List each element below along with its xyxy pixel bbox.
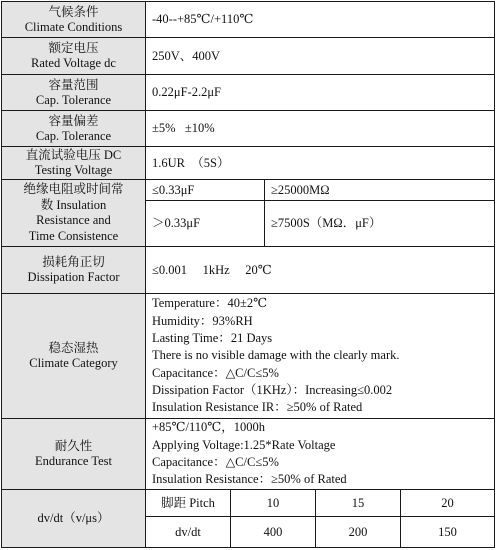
testing-voltage-label-zh: 直流试验电压 DC bbox=[25, 148, 122, 162]
climate-category-insulation: Insulation Resistance IR：≥50% of Rated bbox=[152, 400, 363, 415]
rated-voltage-label bbox=[1, 37, 146, 75]
insulation-label-line-2: 数 Insulation bbox=[40, 197, 107, 212]
insulation-small-cap-resistance: ≥25000MΩ bbox=[264, 179, 495, 201]
dvdt-pitch-header: 脚距 Pitch bbox=[145, 489, 231, 517]
climate-category-lasting-time: Lasting Time：21 Days bbox=[152, 331, 273, 346]
endurance-label-en: Endurance Test bbox=[35, 454, 112, 468]
rated-voltage-value: 250V、400V bbox=[145, 37, 495, 75]
testing-voltage-label bbox=[1, 146, 146, 180]
climate-category-temperature: Temperature：40±2℃ bbox=[152, 296, 268, 311]
dvdt-row-label: dv/dt bbox=[145, 516, 231, 548]
cap-tolerance-label-zh: 容量偏差 bbox=[48, 113, 99, 128]
rated-voltage-label-en: Rated Voltage dc bbox=[31, 56, 116, 70]
cap-range-value: 0.22μF-2.2μF bbox=[145, 74, 495, 111]
cap-tolerance-value: ±5% ±10% bbox=[145, 110, 495, 147]
dissipation-label bbox=[1, 246, 146, 294]
climate-category-label-en: Climate Category bbox=[29, 356, 118, 370]
climate-category-details bbox=[145, 293, 495, 419]
dvdt-pitch-10: 10 bbox=[230, 489, 316, 517]
insulation-label-line-1: 绝缘电阻或时间常 bbox=[23, 182, 124, 196]
insulation-label bbox=[1, 179, 146, 247]
dvdt-label: dv/dt（v/μs） bbox=[1, 489, 146, 548]
dissipation-label-en: Dissipation Factor bbox=[27, 270, 120, 284]
dissipation-label-zh: 损耗角正切 bbox=[42, 255, 105, 269]
endurance-label bbox=[1, 418, 146, 490]
insulation-large-cap-constant: ≥7500S（MΩ．μF） bbox=[264, 200, 495, 247]
endurance-insulation: Insulation Resistance：≥50% of Rated bbox=[152, 472, 347, 487]
cap-tolerance-label-en: Cap. Tolerance bbox=[35, 128, 112, 143]
cap-range-label-zh: 容量范围 bbox=[48, 77, 99, 92]
climate-category-label-zh: 稳态湿热 bbox=[48, 341, 99, 355]
rated-voltage-label-zh: 额定电压 bbox=[48, 41, 99, 55]
endurance-label-zh: 耐久性 bbox=[54, 439, 93, 453]
insulation-label-line-4: Time Consistence bbox=[28, 228, 119, 243]
endurance-conditions: +85℃/110℃，1000h bbox=[152, 420, 266, 435]
climate-category-capacitance: Capacitance：△C/C≤5% bbox=[152, 365, 279, 380]
dvdt-pitch-20: 20 bbox=[400, 489, 495, 517]
climate-conditions-label-zh: 气候条件 bbox=[48, 4, 99, 19]
endurance-applying-voltage: Applying Voltage:1.25*Rate Voltage bbox=[152, 437, 336, 452]
cap-range-label bbox=[1, 74, 146, 111]
endurance-details bbox=[145, 418, 495, 490]
climate-category-humidity: Humidity：93%RH bbox=[152, 313, 253, 328]
climate-conditions-value: -40--+85℃/+110℃ bbox=[145, 1, 495, 38]
climate-category-dissipation: Dissipation Factor（1KHz）：Increasing≤0.002 bbox=[152, 382, 393, 397]
dvdt-value-15: 200 bbox=[315, 516, 401, 548]
dvdt-value-10: 400 bbox=[230, 516, 316, 548]
insulation-small-cap: ≤0.33μF bbox=[145, 179, 265, 201]
climate-conditions-label-en: Climate Conditions bbox=[24, 19, 123, 34]
insulation-large-cap: ＞0.33μF bbox=[145, 200, 265, 247]
testing-voltage-label-en: Testing Voltage bbox=[34, 163, 113, 177]
testing-voltage-value: 1.6UR （5S） bbox=[145, 146, 495, 180]
climate-conditions-label bbox=[1, 1, 146, 38]
insulation-label-line-3: Resistance and bbox=[36, 213, 111, 227]
dvdt-pitch-15: 15 bbox=[315, 489, 401, 517]
dissipation-value: ≤0.001 1kHz 20℃ bbox=[145, 246, 495, 294]
cap-range-label-en: Cap. Tolerance bbox=[35, 92, 112, 107]
dvdt-value-20: 150 bbox=[400, 516, 495, 548]
cap-tolerance-label bbox=[1, 110, 146, 147]
climate-category-label bbox=[1, 293, 146, 419]
climate-category-damage-note: There is no visible damage with the clearly mark. bbox=[152, 348, 400, 363]
endurance-capacitance: Capacitance：△C/C≤5% bbox=[152, 455, 279, 469]
